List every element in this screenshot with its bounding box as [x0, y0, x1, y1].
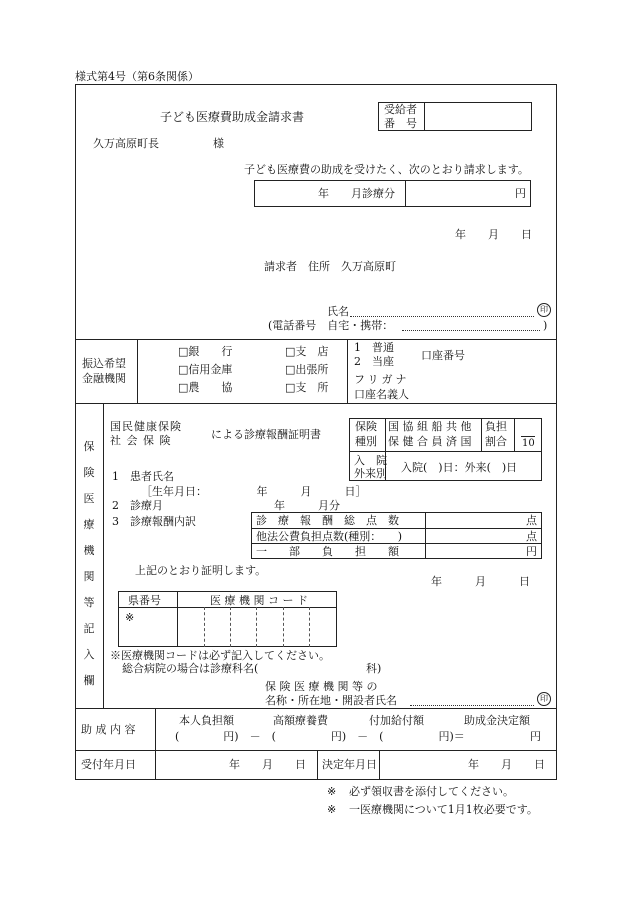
opt-nokyo[interactable]: □農 協 — [178, 381, 233, 394]
decision-date-label: 決定年月日 — [322, 758, 377, 771]
addressee: 久万高原町長 — [93, 137, 159, 150]
fee-breakdown-label: 3 診療報酬内訳 — [112, 515, 196, 528]
requester-name-label: 氏名 — [327, 305, 349, 318]
certify-text: 上記のとおり証明します。 — [135, 564, 267, 577]
bank-label-2: 金融機関 — [82, 372, 126, 385]
opt-office[interactable]: □出張所 — [285, 363, 329, 376]
inout-days[interactable]: 入院( )日：外来( )日 — [401, 461, 518, 474]
requester-address: 請求者 住所 久万高原町 — [264, 260, 396, 273]
inout-label: 入 院 — [354, 454, 387, 467]
opt-bank[interactable]: □銀 行 — [178, 345, 233, 358]
receipt-date[interactable]: 年 月 日 — [229, 758, 306, 771]
bank-label: 振込希望 — [82, 357, 126, 370]
ins-type-label: 保険 — [355, 420, 377, 433]
phone-label: (電話番号 自宅・携帯： — [268, 319, 394, 332]
opt-shisho[interactable]: □支 所 — [285, 381, 329, 394]
pref-mark: ※ — [125, 611, 135, 624]
institution-label-2: 名称・所在地・開設者氏名 — [265, 694, 397, 707]
treatment-month-value: 年 月分 — [274, 499, 340, 512]
receipt-date-label: 受付年月日 — [81, 758, 136, 771]
form-number: 様式第4号（第6条関係） — [75, 70, 199, 83]
request-text: 子ども医療費の助成を受けたく、次のとおり請求します。 — [244, 163, 529, 176]
institution-code-label: 医 療 機 関 コ ー ド — [210, 594, 308, 607]
subsidy-yen: 円 — [530, 730, 541, 743]
acct-type-toza[interactable]: 2 当座 — [354, 355, 394, 368]
institution-line[interactable] — [410, 705, 534, 706]
acct-type-futsu[interactable]: 1 普通 — [354, 341, 394, 354]
fee-total-unit: 点 — [526, 514, 537, 527]
opt-shinkin[interactable]: □信用金庫 — [178, 363, 233, 376]
insurance-shaho: 社 会 保 険 — [110, 434, 172, 447]
treatment-month: 年 月診療分 — [318, 187, 395, 200]
pref-number-label: 県番号 — [128, 594, 161, 607]
inout-label-2: 外来別 — [354, 467, 387, 480]
opt-branch[interactable]: □支 店 — [285, 345, 329, 358]
note-mark-2: ※ — [327, 803, 337, 816]
decision-date[interactable]: 年 月 日 — [468, 758, 545, 771]
acct-number-label: 口座番号 — [421, 349, 465, 362]
fee-copay: 一 部 負 担 額 — [256, 545, 399, 558]
subsidy-formula[interactable]: ( 円) － ( 円) － ( 円)＝ — [175, 730, 465, 743]
burden-label-2: 割合 — [485, 435, 507, 448]
account-holder-label: 口座名義人 — [354, 388, 409, 401]
certify-date: 年 月 日 — [431, 575, 530, 588]
note-receipt: 必ず領収書を添付してください。 — [349, 785, 514, 798]
institution-label: 保 険 医 療 機 関 等 の — [265, 680, 378, 693]
furigana-label: フリガナ — [354, 373, 410, 386]
ins-kinds[interactable]: 国 協 組 船 共 他 — [388, 420, 472, 433]
subsidy-decided: 助成金決定額 — [464, 714, 530, 727]
burden-label: 負担 — [485, 420, 507, 433]
code-note: ※医療機関コードは必ず記入してください。 — [110, 649, 330, 662]
cert-title: による診療報酬証明書 — [211, 428, 321, 441]
insurance-kokuho: 国民健康保険 — [110, 420, 182, 433]
recipient-label: 受給者 — [384, 103, 417, 116]
requester-name-line[interactable] — [350, 316, 534, 317]
request-date: 年 月 日 — [455, 228, 532, 241]
seal-mark: 印 — [537, 303, 551, 317]
dept-note: 総合病院の場合は診療科名( — [122, 662, 259, 675]
patient-name-label: 1 患者氏名 — [112, 470, 174, 483]
dept-note-close: 科) — [366, 662, 382, 675]
ins-type-label-2: 種別 — [355, 435, 377, 448]
institution-seal: 印 — [537, 692, 551, 706]
addressee-sama: 様 — [213, 137, 224, 150]
treatment-month-label: 2 診療月 — [112, 499, 163, 512]
cert-side-label: 保 険 医 療 機 関 等 記 入 欄 — [83, 440, 95, 687]
subsidy-own: 本人負担額 — [179, 714, 234, 727]
fee-public-points: 他法公費負担点数(種別： ) — [256, 530, 403, 543]
recipient-label-2: 番 号 — [384, 117, 417, 130]
form-title: 子ども医療費助成金請求書 — [160, 110, 305, 124]
note-mark-1: ※ — [327, 785, 337, 798]
phone-line[interactable] — [402, 330, 540, 331]
burden-denominator: 10 — [522, 438, 535, 449]
ins-kinds-2[interactable]: 保 健 合 員 済 国 — [388, 435, 472, 448]
fee-public-unit: 点 — [526, 530, 537, 543]
fee-total-points: 診 療 報 酬 総 点 数 — [256, 514, 399, 527]
subsidy-high-cost: 高額療養費 — [273, 714, 328, 727]
amount-yen: 円 — [515, 187, 526, 200]
subsidy-extra: 付加給付額 — [369, 714, 424, 727]
note-one-per-month: 一医療機関について1月1枚必要です。 — [349, 803, 538, 816]
fee-copay-unit: 円 — [526, 545, 537, 558]
subsidy-label: 助 成 内 容 — [81, 723, 136, 736]
birth-date: ［生年月日： 年 月 日］ — [141, 485, 367, 498]
phone-close: ) — [543, 319, 548, 332]
